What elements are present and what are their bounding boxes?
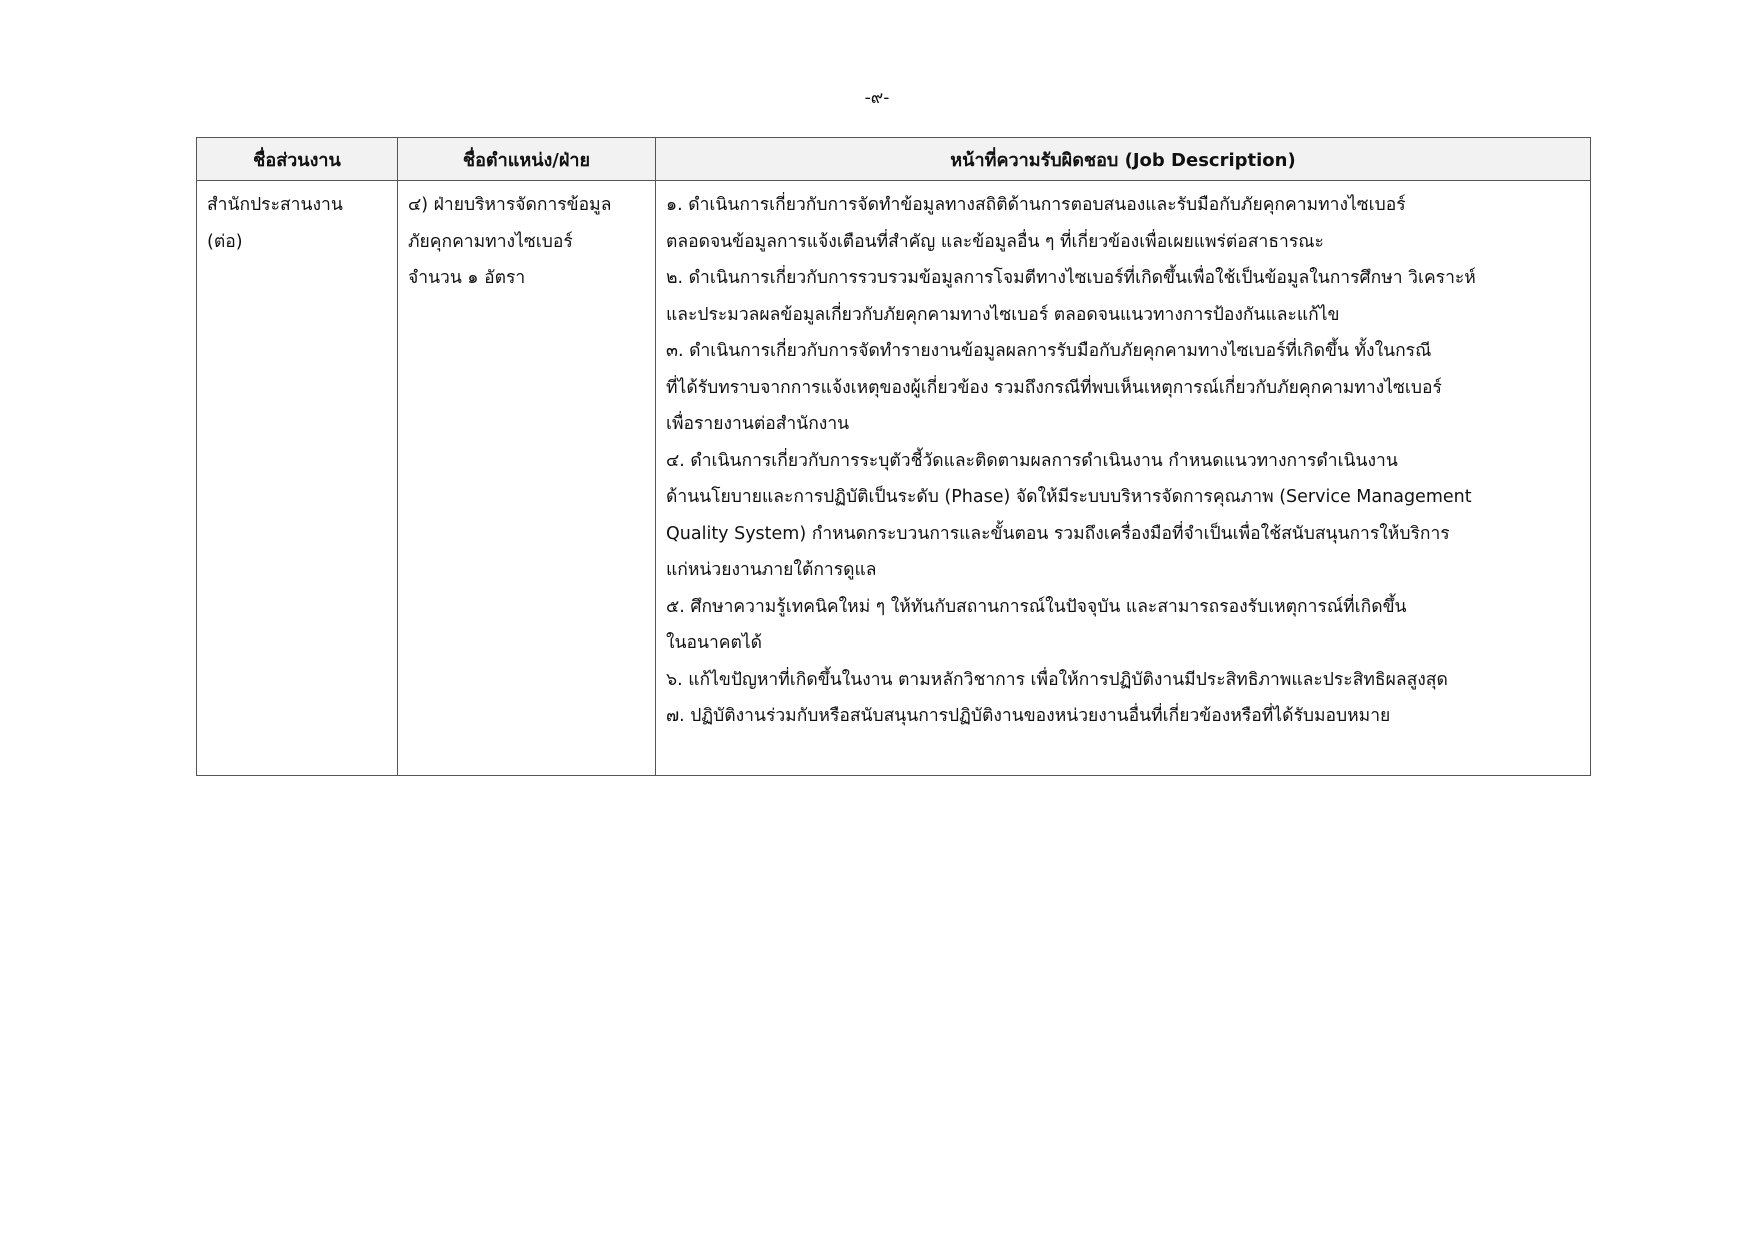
duty-line: ๒. ดำเนินการเกี่ยวกับการรวบรวมข้อมูลการโจมตีทางไซเบอร์ที่เกิดขึ้นเพื่อใช้เป็นข้อมูลในการศึกษา วิเคราะห์ xyxy=(666,268,1476,288)
unit-continued-note: (ต่อ) xyxy=(207,231,243,252)
duty-line: ในอนาคตได้ xyxy=(666,633,763,653)
duty-line: ๓. ดำเนินการเกี่ยวกับการจัดทำรายงานข้อมูลผลการรับมือกับภัยคุกคามทางไซเบอร์ที่เกิดขึ้น ทั้งในกรณี xyxy=(666,341,1432,361)
duty-line: และประมวลผลข้อมูลเกี่ยวกับภัยคุกคามทางไซเบอร์ ตลอดจนแนวทางการป้องกันและแก้ไข xyxy=(666,304,1340,325)
duty-line: ๖. แก้ไขปัญหาที่เกิดขึ้นในงาน ตามหลักวิชาการ เพื่อให้การปฏิบัติงานมีประสิทธิภาพและประสิทธิผลสูงสุด xyxy=(666,669,1448,690)
duty-line: ๑. ดำเนินการเกี่ยวกับการจัดทำข้อมูลทางสถิติด้านการตอบสนองและรับมือกับภัยคุกคามทางไซเบอร์ xyxy=(666,195,1406,215)
duty-line: ๔. ดำเนินการเกี่ยวกับการระบุตัวชี้วัดและติดตามผลการดำเนินงาน กำหนดแนวทางการดำเนินงาน xyxy=(666,450,1398,471)
table-row xyxy=(197,181,1591,776)
unit-cell xyxy=(197,181,398,776)
job-description-table xyxy=(196,137,1591,776)
duty-line: ที่ได้รับทราบจากการแจ้งเหตุของผู้เกี่ยวข้อง รวมถึงกรณีที่พบเห็นเหตุการณ์เกี่ยวกับภัยคุกคามทางไซเบอร์ xyxy=(666,377,1442,398)
position-headcount: จำนวน ๑ อัตรา xyxy=(408,268,526,288)
duty-line: เพื่อรายงานต่อสำนักงาน xyxy=(666,414,850,434)
position-title-continued: ภัยคุกคามทางไซเบอร์ xyxy=(408,231,573,252)
duty-line: ตลอดจนข้อมูลการแจ้งเตือนที่สำคัญ และข้อมูลอื่น ๆ ที่เกี่ยวข้องเพื่อเผยแพร่ต่อสาธารณะ xyxy=(666,231,1324,252)
duty-line: ๕. ศึกษาความรู้เทคนิคใหม่ ๆ ให้ทันกับสถานการณ์ในปัจจุบัน และสามารถรองรับเหตุการณ์ที่เกิดขึ้น xyxy=(666,596,1407,617)
header-unit: ชื่อส่วนงาน xyxy=(197,138,398,181)
position-title: ๔) ฝ่ายบริหารจัดการข้อมูล xyxy=(408,195,612,215)
duty-line: ด้านนโยบายและการปฏิบัติเป็นระดับ (Phase) จัดให้มีระบบบริหารจัดการคุณภาพ (Service Management xyxy=(666,487,1472,507)
duties-cell xyxy=(656,181,1591,776)
duty-line: Quality System) กำหนดกระบวนการและขั้นตอน รวมถึงเครื่องมือที่จำเป็นเพื่อใช้สนับสนุนการให้บริการ xyxy=(666,523,1450,544)
duty-line: ๗. ปฏิบัติงานร่วมกับหรือสนับสนุนการปฏิบัติงานของหน่วยงานอื่นที่เกี่ยวข้องหรือที่ได้รับมอบหมาย xyxy=(666,706,1391,726)
unit-name: สำนักประสานงาน xyxy=(207,195,343,215)
position-cell xyxy=(398,181,656,776)
duty-line: แก่หน่วยงานภายใต้การดูแล xyxy=(666,560,877,580)
header-duties: หน้าที่ความรับผิดชอบ (Job Description) xyxy=(656,138,1591,181)
page-number: -๙- xyxy=(864,88,890,108)
table-header-row xyxy=(197,138,1591,181)
header-position: ชื่อตำแหน่ง/ฝ่าย xyxy=(398,138,656,181)
